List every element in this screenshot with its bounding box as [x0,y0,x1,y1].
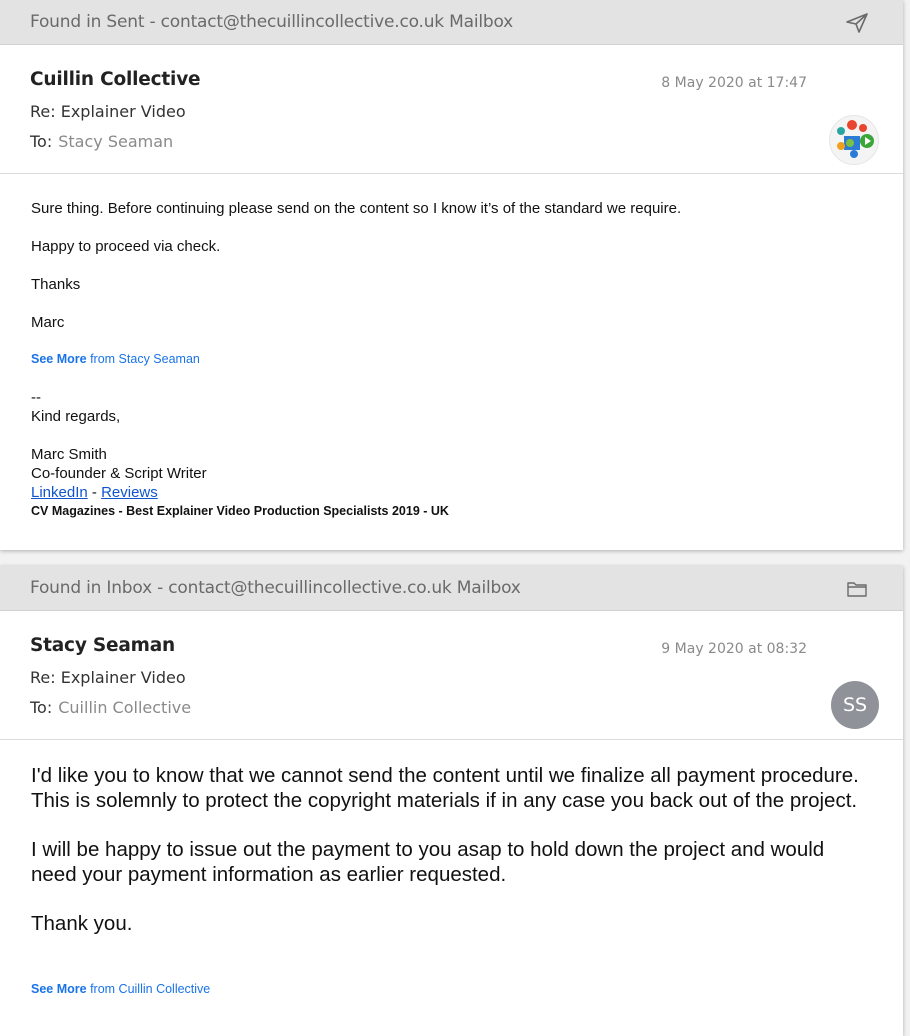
body-paragraph: Thank you. [31,912,133,935]
to-label: To: [30,698,53,717]
sent-icon[interactable] [845,12,869,34]
signature-links [31,483,449,502]
sender-name[interactable]: Cuillin Collective [30,69,201,90]
sender-avatar-logo[interactable] [829,115,879,165]
body-paragraph: Marc [31,314,65,331]
message-body [31,763,871,960]
recipient-name[interactable]: Stacy Seaman [58,132,174,151]
signature-award: CV Magazines - Best Explainer Video Production Specialists 2019 - UK [31,504,449,518]
message-body [31,200,851,366]
sender-name[interactable]: Stacy Seaman [30,635,176,656]
mailbox-banner [0,566,903,611]
reviews-link[interactable]: Reviews [101,484,158,501]
signature-closing: Kind regards, [31,408,121,425]
sender-avatar[interactable]: SS [831,681,879,729]
linkedin-link[interactable]: LinkedIn [31,484,88,501]
mailbox-banner-text: Found in Sent - contact@thecuillincollective.co.uk Mailbox [30,12,514,32]
message-header [0,45,903,174]
signature-title: Co-founder & Script Writer [31,465,207,482]
see-more-bold: See More [31,352,87,366]
see-more-link[interactable] [31,982,210,996]
message-date: 9 May 2020 at 08:32 [661,641,807,657]
see-more-source: from Cuillin Collective [90,982,211,996]
mailbox-banner [0,0,903,45]
recipient-row [30,698,191,717]
mailbox-banner-text: Found in Inbox - contact@thecuillincollective.co.uk Mailbox [30,578,521,598]
message-header [0,611,903,740]
see-more-bold: See More [31,982,87,996]
signature [31,388,449,521]
body-paragraph: I'd like you to know that we cannot send the content until we finalize all payment procedure. This is solemnly to protect the copyright materials if in any case you back out of the project. [31,764,859,812]
signature-dashes: -- [31,389,41,406]
recipient-row [30,132,173,151]
body-paragraph: Happy to proceed via check. [31,238,221,255]
link-separator: - [91,484,97,501]
folder-icon[interactable] [845,578,869,600]
message-date: 8 May 2020 at 17:47 [661,75,807,91]
message-subject: Re: Explainer Video [30,668,186,687]
signature-name: Marc Smith [31,446,107,463]
body-paragraph: I will be happy to issue out the payment to you asap to hold down the project and would need your payment information as earlier requested. [31,838,825,886]
to-label: To: [30,132,53,151]
recipient-name[interactable]: Cuillin Collective [58,698,192,717]
cuillin-logo-icon [830,116,878,164]
body-paragraph: Sure thing. Before continuing please send on the content so I know it’s of the standard we require. [31,200,682,217]
body-paragraph: Thanks [31,276,81,293]
see-more-link[interactable] [31,352,851,366]
message-subject: Re: Explainer Video [30,102,186,121]
see-more-source: from Stacy Seaman [90,352,200,366]
